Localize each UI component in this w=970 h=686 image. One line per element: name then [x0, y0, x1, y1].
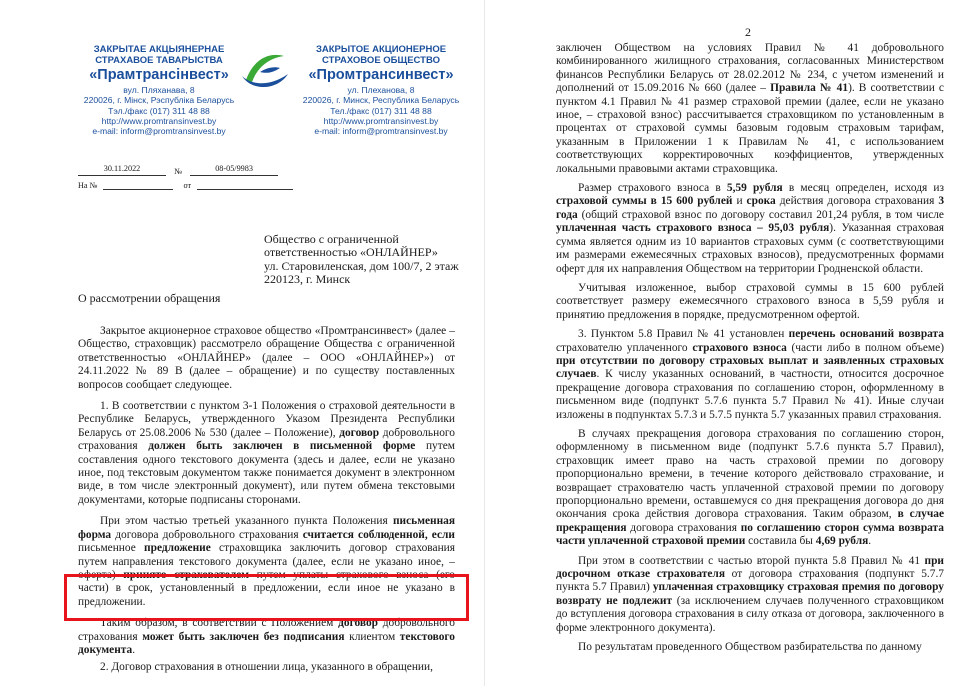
addressee-line1: Общество с ограниченной: [264, 232, 399, 246]
no-label: №: [174, 167, 183, 176]
org-name: «Прамтрансінвест»: [89, 67, 229, 83]
paragraph-rules: заключен Обществом на условиях Правил № 41 добровольного комбинированного жилищного страхования, согласованных Министерством финансов Республики Беларусь от 28.02.2012 № 234, с учетом изменений и дополнений от 15.09.2016 № 660 (далее – Правила № 41). В соответствии с пунктом 4.1 Правил № 41 размер страховой премии (далее, если не указано иное, – страховой взнос) рассчитывается страховщиком по установленным в процентах от страховой суммы базовым годовым страховым тарифам, указанным в Приложении 1 к Правилам № 41, с использованием соответствующих корректировочных коэффициентов, утвержденных локальными правовыми актами страховщика.: [556, 42, 944, 175]
paragraph-results: По результатам проведенного Обществом разбирательства по данному: [578, 641, 922, 654]
org-type-line1: ЗАКРЫТОЕ АКЦИОНЕРНОЕ: [315, 44, 447, 55]
ref-label: На №: [78, 181, 98, 190]
addressee-block: [264, 233, 479, 287]
org-type-line2: СТРАХАВОЕ ТАВАРЫСТВА: [95, 55, 223, 66]
org-name: «Промтрансинвест»: [308, 67, 454, 83]
from-label: от: [183, 181, 192, 190]
addressee-line4: 220123, г. Минск: [264, 272, 351, 287]
org-type-line1: ЗАКРЫТАЕ АКЦЫЯНЕРНАЕ: [93, 44, 225, 55]
org-address2: 220026, г. Мінск, Рэспубліка Беларусь: [83, 95, 235, 106]
letterhead-russian: [290, 44, 472, 136]
org-phone: Тел./факс (017) 311 48 88: [330, 105, 432, 116]
paragraph-3: 3. Пунктом 5.8 Правил № 41 установлен перечень оснований возврата страхователю уплаченного страхового взноса (части либо в полном объеме) при отсутствии по договору страховых выплат и заявленных страховых случаев. К числу указанных оснований, в частности, относится досрочное прекращение договора страхования по соглашению сторон, оформленному в письменном виде (подпункт 5.7.6 пункта 5.7 Правил № 41). Иные случаи изложены в подпунктах 5.7.3 и 5.7.5 пункта 5.7 указанных правил страхования.: [556, 328, 944, 421]
page-number: 2: [745, 25, 751, 39]
subject-line: О рассмотрении обращения: [78, 291, 221, 305]
paragraph-conclusion: Таким образом, в соответствии с Положением договор добровольного страхования может быть заключен без подписания клиентом текстового документа.: [78, 617, 455, 656]
org-web: http://www.promtransinvest.by: [323, 115, 439, 126]
doc-number: 08-05/9983: [190, 164, 278, 176]
org-address1: ул. Плеханова, 8: [347, 85, 415, 95]
ref-date-blank: [197, 178, 293, 190]
doc-date-number-row: [78, 164, 278, 176]
org-type-line2: СТРАХОВОЕ ОБЩЕСТВО: [322, 55, 440, 66]
page2-body: [556, 42, 944, 660]
company-logo-icon: [240, 50, 292, 90]
org-email: e-mail: inform@promtransinvest.by: [314, 126, 448, 137]
paragraph-intro: Закрытое акционерное страховое общество «Промтрансинвест» (далее – Общество, страховщик) рассмотрело обращение Общества с ограниченной ответственностью «ОНЛАЙНЕР» (далее – ООО «ОНЛАЙНЕР») от 24.11.2022 № 89 В (далее – обращение) и по существу поставленных вопросов сообщает следующее.: [78, 325, 455, 391]
page1-body: [78, 325, 455, 675]
addressee-line3: ул. Старовиленская, дом 100/7, 2 этаж: [264, 258, 459, 273]
ref-number-blank: [103, 178, 173, 190]
paragraph-1: 1. В соответствии с пунктом 3-1 Положения о страховой деятельности в Республике Беларусь, утвержденного Указом Президента Республики Беларусь от 25.08.2006 № 530 (далее – Положение), договор добровольного страхования должен быть заключен в письменной форме путем составления одного текстового документа (здесь и далее, если не указано иное, под текстовым документом также понимается документ в электронном виде, в том числе электронный документ), или путем обмена текстовыми документами, которые подписаны сторонами.: [78, 400, 456, 506]
addressee-line2: ответственностью «ОНЛАЙНЕР»: [264, 245, 438, 260]
paragraph-choice: Учитывая изложенное, выбор страховой суммы в 15 600 рублей соответствует размеру ежемесячного страхового взноса в 5,59 рубля и принятию предложения в порядке, предусмотренном офертой.: [556, 281, 944, 321]
paragraph-termination: В случаях прекращения договора страхования по соглашению сторон, оформленному в письменном виде (подпункт 5.7.6 пункта 5.7 Правил), страховщик имеет право на часть страховой премии по договору пропорционально времени, в течение которого действовало страхование, и возвращает страхователю часть уплаченной страховой премии по договору пропорционально времени, оставшемуся со дня прекращения договора до дня окончания срока действия договора страхования. Таким образом, в случае прекращения договора страхования по соглашению сторон сумма возврата части уплаченной страховой премии составила бы 4,69 рубля.: [556, 427, 945, 548]
paragraph-2-start: 2. Договор страхования в отношении лица, указанного в обращении,: [100, 661, 433, 674]
highlight-box: [64, 574, 469, 621]
org-email: e-mail: inform@promtransinvest.by: [92, 126, 226, 137]
doc-date: 30.11.2022: [78, 164, 166, 176]
org-web: http://www.promtransinvest.by: [101, 115, 217, 126]
paragraph-premium-size: Размер страхового взноса в 5,59 рубля в месяц определен, исходя из страховой суммы в 15 600 рублей и срока действия договора страхования 3 года (общий страховой взнос по договору составил 201,24 рубля, в том числе уплаченная часть страхового взноса – 95,03 рубля). Указанная страховая сумма является одним из 10 вариантов страховых сумм (с соответствующими им размерами ежемесячных страховых взносов), предусмотренных формами оферт для их направления Обществом на территории Гродненской области.: [556, 182, 945, 275]
paragraph-early-refusal: При этом в соответствии с частью второй пункта 5.8 Правил № 41 при досрочном отказе страхователя от договора страхования (подпункт 5.7.7 пункта 5.7 Правил) уплаченная страховщику страховая премия по договору возврату не подлежит (за исключением случаев полученного страховщиком до вступления договора страхования в силу отказа от договора, заключенного в форме электронного документа).: [556, 554, 945, 634]
ref-row: [78, 178, 293, 190]
org-address1: вул. Пляханава, 8: [123, 85, 195, 95]
letterhead-belarusian: [68, 44, 250, 136]
org-address2: 220026, г. Минск, Республика Беларусь: [302, 95, 460, 106]
paragraph-written-form: При этом частью третьей указанного пункта Положения письменная форма договора добровольного страхования считается соблюденной, если письменное предложение страховщика заключить договор страхования путем направления текстового документа (далее, если не указано иное, – оферта) принято страхователем путем уплаты страхового взноса (его части) в срок, установленный в предложении, если иное не указано в предложении.: [78, 515, 456, 608]
org-phone: Тэл./факс (017) 311 48 88: [108, 105, 210, 116]
